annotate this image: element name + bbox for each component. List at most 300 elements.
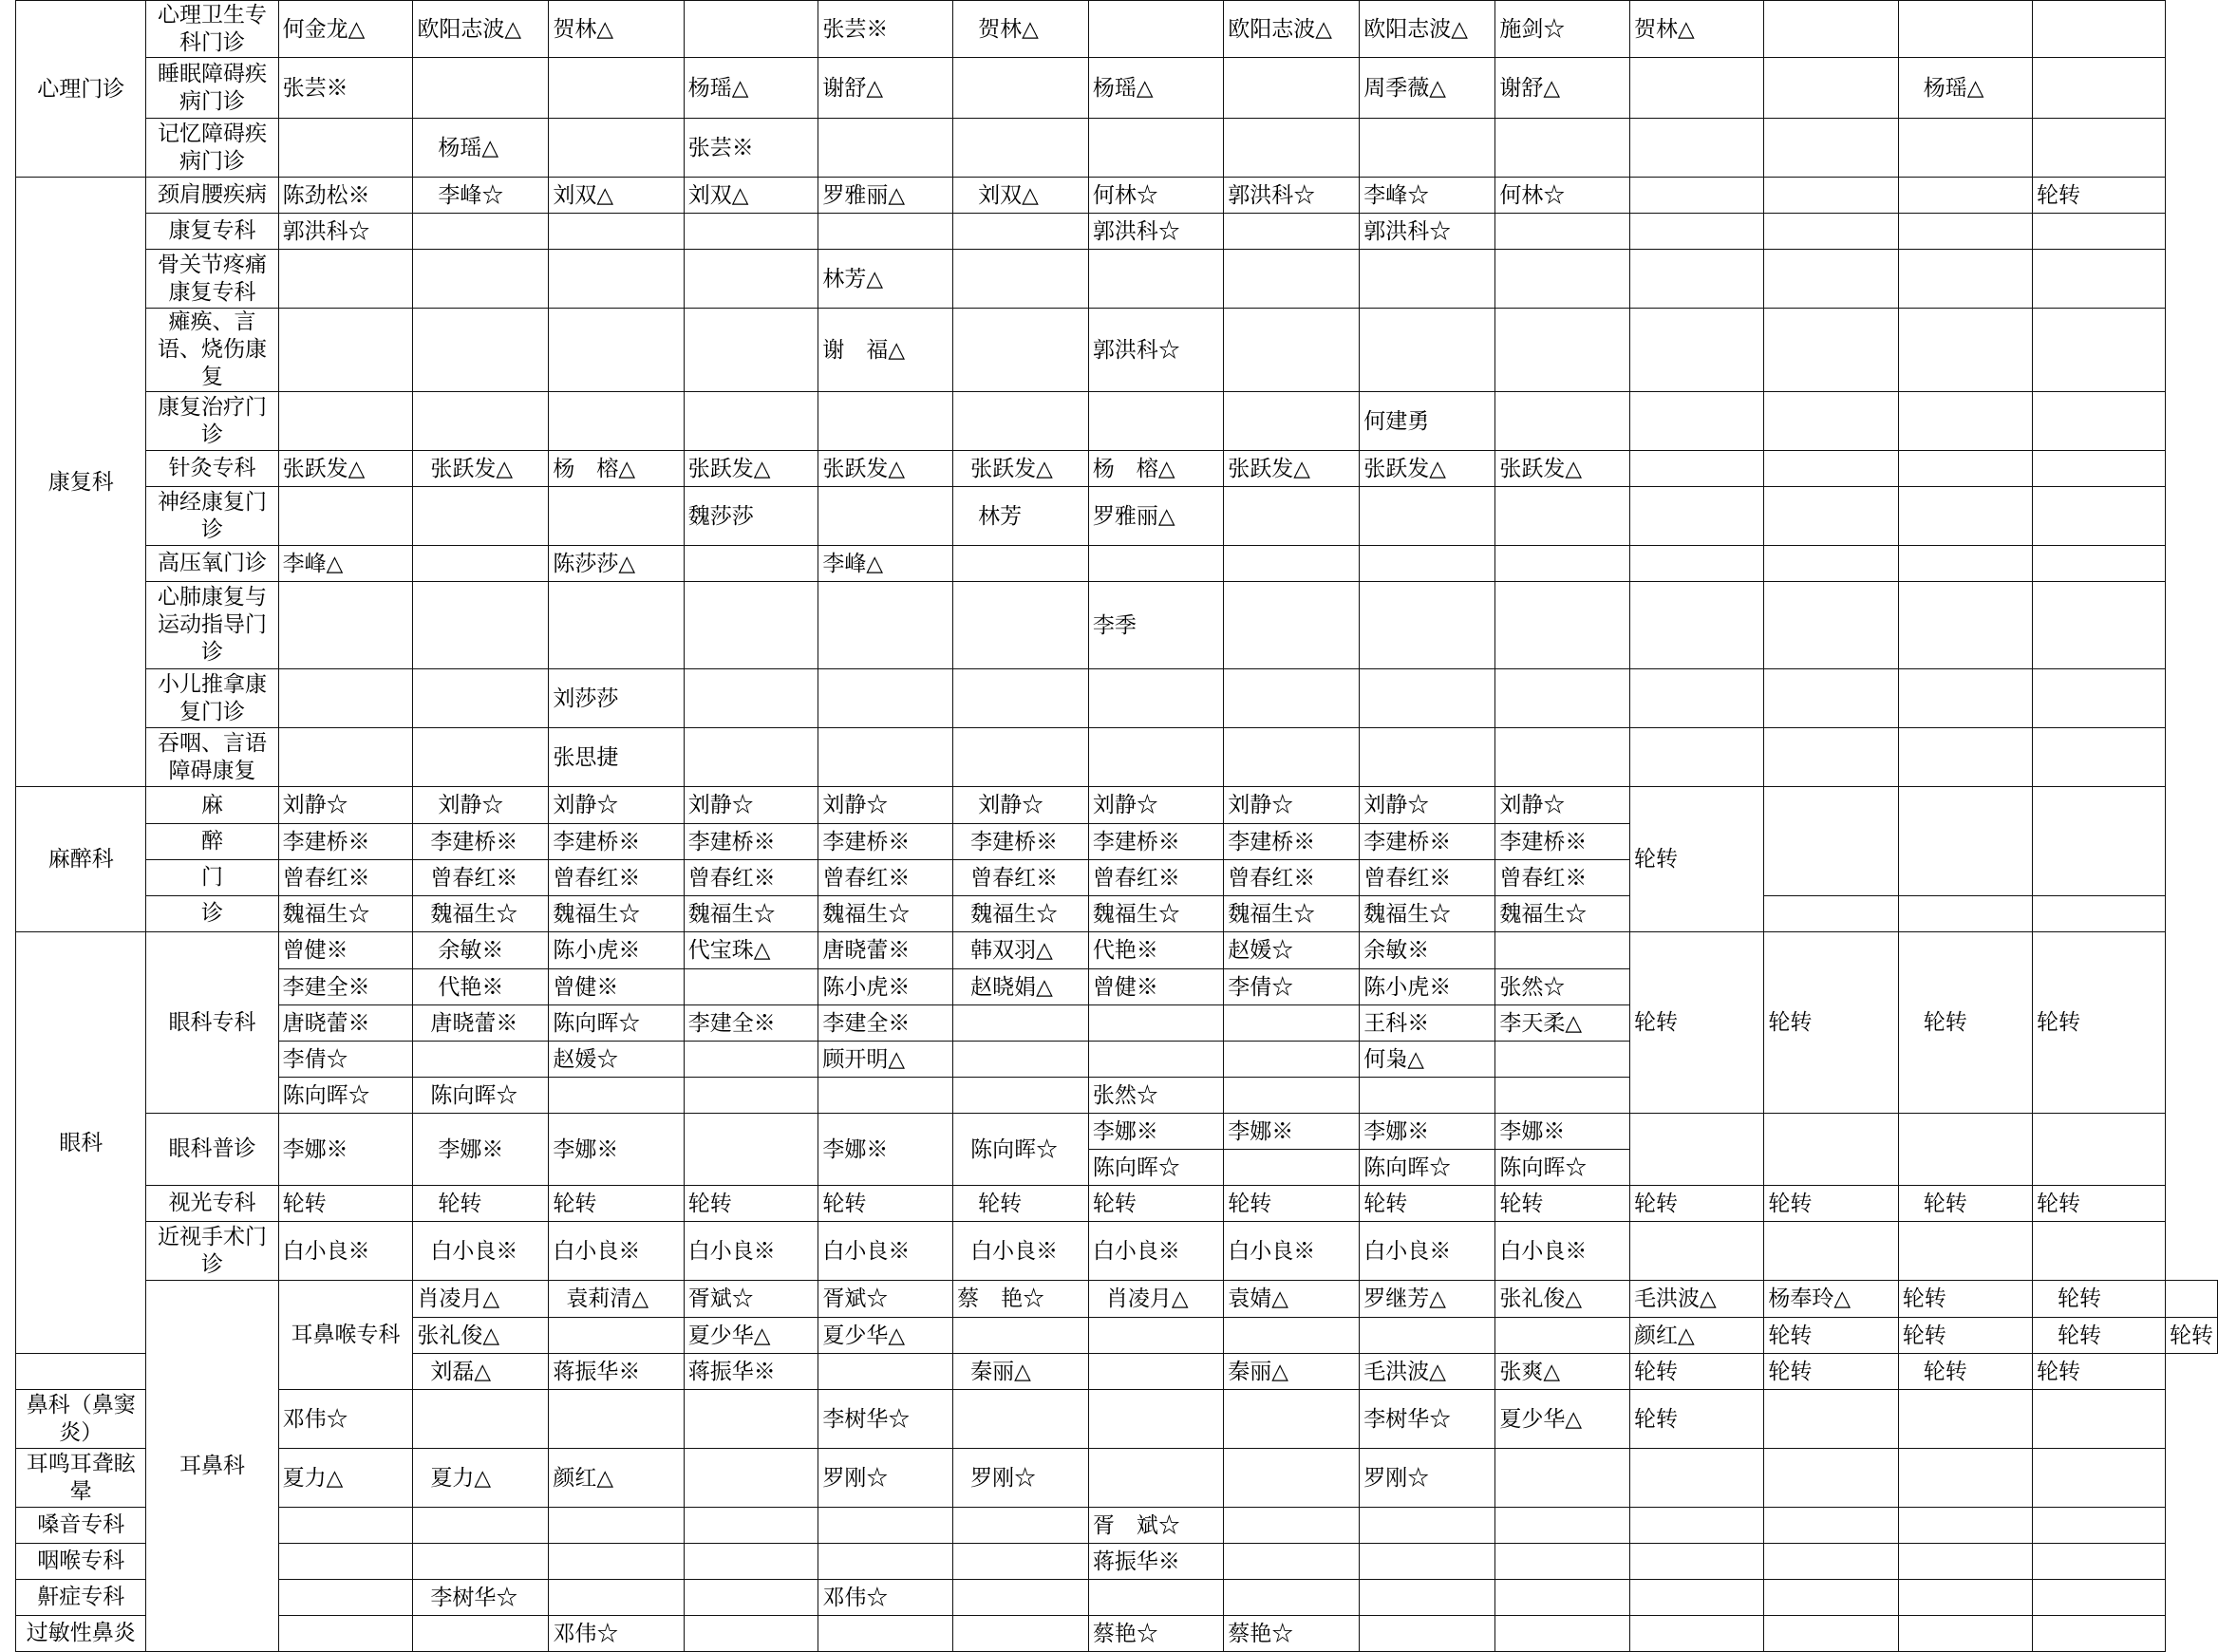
doctor-cell xyxy=(1088,669,1223,728)
doctor-cell: 轮转 xyxy=(1764,1354,1898,1390)
doctor-cell xyxy=(953,119,1089,178)
doctor-cell: 刘静☆ xyxy=(413,787,549,824)
doctor-cell: 刘静☆ xyxy=(818,787,953,824)
doctor-cell xyxy=(953,1508,1089,1544)
doctor-cell: 刘莎莎 xyxy=(549,669,684,728)
doctor-cell: 张跃发△ xyxy=(1360,451,1495,487)
doctor-cell xyxy=(1898,451,2032,487)
doctor-cell xyxy=(2032,1,2165,58)
doctor-cell xyxy=(2032,1449,2165,1508)
doctor-cell xyxy=(549,250,684,309)
clinic-name-cell: 小儿推拿康复门诊 xyxy=(146,669,278,728)
doctor-cell xyxy=(1630,1616,1764,1652)
doctor-cell: 曾健※ xyxy=(549,969,684,1005)
doctor-cell xyxy=(549,1078,684,1114)
doctor-cell: 魏福生☆ xyxy=(818,896,953,932)
doctor-cell: 杨 榕△ xyxy=(549,451,684,487)
doctor-cell: 陈向晖☆ xyxy=(413,1078,549,1114)
doctor-cell: 李倩☆ xyxy=(278,1042,413,1078)
doctor-cell xyxy=(2032,451,2165,487)
doctor-cell: 轮转 xyxy=(1360,1186,1495,1222)
doctor-cell: 颜红△ xyxy=(549,1449,684,1508)
doctor-cell: 胥斌☆ xyxy=(818,1281,953,1318)
doctor-cell xyxy=(1088,1,1223,58)
doctor-cell: 张跃发△ xyxy=(1224,451,1360,487)
doctor-cell: 毛洪波△ xyxy=(1630,1281,1764,1318)
doctor-cell xyxy=(1088,1042,1223,1078)
doctor-cell xyxy=(1898,392,2032,451)
doctor-cell xyxy=(1898,787,2032,896)
doctor-cell: 刘静☆ xyxy=(1360,787,1495,824)
doctor-cell xyxy=(278,1544,413,1580)
doctor-cell xyxy=(1360,582,1495,669)
department-cell: 眼科 xyxy=(16,932,146,1354)
doctor-cell xyxy=(953,1580,1089,1616)
schedule-row xyxy=(16,487,2218,546)
doctor-cell: 陈向晖☆ xyxy=(1495,1150,1630,1186)
doctor-cell: 轮转 xyxy=(1898,1318,2032,1354)
doctor-cell xyxy=(1088,546,1223,582)
doctor-cell xyxy=(1764,582,1898,669)
clinic-name-cell: 骨关节疼痛康复专科 xyxy=(146,250,278,309)
doctor-cell: 蒋振华※ xyxy=(1088,1544,1223,1580)
doctor-cell xyxy=(2032,1544,2165,1580)
doctor-cell: 李娜※ xyxy=(278,1114,413,1186)
doctor-cell: 李建桥※ xyxy=(953,824,1089,860)
doctor-cell: 李建全※ xyxy=(684,1005,818,1042)
clinic-name-cell: 醉 xyxy=(146,824,278,860)
doctor-cell xyxy=(1764,787,1898,896)
doctor-cell xyxy=(953,1318,1089,1354)
doctor-cell xyxy=(2032,728,2165,787)
doctor-cell xyxy=(953,1042,1089,1078)
doctor-cell: 张跃发△ xyxy=(1495,451,1630,487)
doctor-cell: 欧阳志波△ xyxy=(1360,1,1495,58)
doctor-cell: 施剑☆ xyxy=(1495,1,1630,58)
doctor-cell xyxy=(1360,669,1495,728)
schedule-row xyxy=(16,1449,2218,1508)
doctor-cell: 曾健※ xyxy=(278,932,413,969)
doctor-cell xyxy=(818,1616,953,1652)
doctor-cell xyxy=(413,392,549,451)
doctor-cell xyxy=(684,1390,818,1449)
doctor-cell xyxy=(1224,1544,1360,1580)
doctor-cell: 张芸※ xyxy=(818,1,953,58)
doctor-cell: 李建桥※ xyxy=(413,824,549,860)
doctor-cell: 余敏※ xyxy=(1360,932,1495,969)
doctor-cell: 夏少华△ xyxy=(1495,1390,1630,1449)
doctor-cell xyxy=(1630,669,1764,728)
doctor-cell: 罗继芳△ xyxy=(1360,1281,1495,1318)
doctor-cell xyxy=(278,309,413,392)
doctor-cell xyxy=(1224,1580,1360,1616)
doctor-cell: 杨 榕△ xyxy=(1088,451,1223,487)
doctor-cell xyxy=(818,1508,953,1544)
doctor-cell: 肖凌月△ xyxy=(413,1281,549,1318)
clinic-name-cell: 康复专科 xyxy=(146,214,278,250)
doctor-cell xyxy=(1898,1449,2032,1508)
doctor-cell: 李娜※ xyxy=(1224,1114,1360,1150)
doctor-cell: 李建全※ xyxy=(818,1005,953,1042)
doctor-cell: 张跃发△ xyxy=(278,451,413,487)
doctor-cell: 轮转 xyxy=(1764,1186,1898,1222)
doctor-cell: 张思捷 xyxy=(549,728,684,787)
doctor-cell: 张跃发△ xyxy=(684,451,818,487)
doctor-cell xyxy=(953,1544,1089,1580)
doctor-cell xyxy=(684,1042,818,1078)
doctor-cell xyxy=(1088,1580,1223,1616)
doctor-cell xyxy=(1898,1508,2032,1544)
doctor-cell xyxy=(1898,309,2032,392)
doctor-cell: 白小良※ xyxy=(549,1222,684,1281)
schedule-row xyxy=(16,1222,2218,1281)
schedule-row xyxy=(16,214,2218,250)
doctor-cell xyxy=(413,250,549,309)
clinic-name-cell: 鼻科（鼻窦炎） xyxy=(16,1390,146,1449)
doctor-cell xyxy=(2032,119,2165,178)
doctor-cell xyxy=(413,214,549,250)
doctor-cell: 陈向晖☆ xyxy=(1360,1150,1495,1186)
doctor-cell: 白小良※ xyxy=(413,1222,549,1281)
doctor-cell xyxy=(953,728,1089,787)
doctor-cell xyxy=(953,546,1089,582)
doctor-cell: 魏福生☆ xyxy=(278,896,413,932)
doctor-cell: 李峰△ xyxy=(278,546,413,582)
doctor-cell: 顾开明△ xyxy=(818,1042,953,1078)
doctor-cell xyxy=(549,309,684,392)
doctor-cell xyxy=(818,487,953,546)
doctor-cell xyxy=(1898,214,2032,250)
doctor-cell: 魏福生☆ xyxy=(1495,896,1630,932)
doctor-cell: 李建桥※ xyxy=(684,824,818,860)
doctor-cell xyxy=(1630,119,1764,178)
doctor-cell: 何建勇 xyxy=(1360,392,1495,451)
doctor-cell: 李建桥※ xyxy=(278,824,413,860)
doctor-cell: 何林☆ xyxy=(1088,178,1223,214)
schedule-row xyxy=(16,787,2218,824)
doctor-cell: 张跃发△ xyxy=(413,451,549,487)
doctor-cell: 轮转 xyxy=(1630,787,1764,932)
doctor-cell: 蒋振华※ xyxy=(549,1354,684,1390)
doctor-cell xyxy=(1224,1150,1360,1186)
doctor-cell: 曾春红※ xyxy=(549,860,684,896)
doctor-cell: 轮转 xyxy=(1224,1186,1360,1222)
doctor-cell xyxy=(1088,119,1223,178)
schedule-row xyxy=(16,1544,2218,1580)
doctor-cell: 轮转 xyxy=(1630,932,1764,1114)
doctor-cell xyxy=(1495,546,1630,582)
doctor-cell xyxy=(1495,1078,1630,1114)
doctor-cell xyxy=(684,728,818,787)
doctor-cell: 胥斌☆ xyxy=(684,1281,818,1318)
doctor-cell xyxy=(2032,1222,2165,1281)
doctor-cell xyxy=(1630,582,1764,669)
doctor-cell: 陈莎莎△ xyxy=(549,546,684,582)
doctor-cell xyxy=(2032,309,2165,392)
doctor-cell xyxy=(2032,1390,2165,1449)
clinic-name-cell: 瘫痪、言语、烧伤康复 xyxy=(146,309,278,392)
doctor-cell xyxy=(953,1616,1089,1652)
doctor-cell: 李建全※ xyxy=(278,969,413,1005)
doctor-cell: 杨瑶△ xyxy=(413,119,549,178)
doctor-cell xyxy=(1630,214,1764,250)
clinic-name-cell: 咽喉专科 xyxy=(16,1544,146,1580)
doctor-cell xyxy=(1630,309,1764,392)
doctor-cell: 陈向晖☆ xyxy=(549,1005,684,1042)
doctor-cell: 刘静☆ xyxy=(1495,787,1630,824)
doctor-cell: 张然☆ xyxy=(1495,969,1630,1005)
doctor-cell: 李娜※ xyxy=(1495,1114,1630,1150)
doctor-cell xyxy=(1088,1449,1223,1508)
doctor-cell xyxy=(1088,392,1223,451)
doctor-cell xyxy=(1764,669,1898,728)
doctor-cell xyxy=(953,309,1089,392)
doctor-cell xyxy=(818,728,953,787)
doctor-cell: 夏力△ xyxy=(413,1449,549,1508)
doctor-cell: 秦丽△ xyxy=(1224,1354,1360,1390)
schedule-row xyxy=(16,1508,2218,1544)
doctor-cell xyxy=(953,669,1089,728)
doctor-cell: 夏力△ xyxy=(278,1449,413,1508)
department-cell: 心理门诊 xyxy=(16,1,146,178)
doctor-cell: 赵媛☆ xyxy=(1224,932,1360,969)
doctor-cell xyxy=(1764,1580,1898,1616)
doctor-cell: 代艳※ xyxy=(1088,932,1223,969)
doctor-cell: 郭洪科☆ xyxy=(1224,178,1360,214)
doctor-cell: 轮转 xyxy=(1088,1186,1223,1222)
doctor-cell: 刘双△ xyxy=(953,178,1089,214)
doctor-cell xyxy=(1764,1390,1898,1449)
doctor-cell xyxy=(953,1078,1089,1114)
doctor-cell xyxy=(1495,1508,1630,1544)
doctor-cell xyxy=(549,392,684,451)
schedule-row xyxy=(16,250,2218,309)
doctor-cell xyxy=(413,1042,549,1078)
doctor-cell: 轮转 xyxy=(818,1186,953,1222)
doctor-cell: 轮转 xyxy=(2032,1354,2165,1390)
doctor-cell xyxy=(1764,1,1898,58)
doctor-cell: 欧阳志波△ xyxy=(413,1,549,58)
doctor-cell xyxy=(1360,1616,1495,1652)
doctor-cell xyxy=(1224,1005,1360,1042)
doctor-cell: 肖凌月△ xyxy=(1088,1281,1223,1318)
doctor-cell: 轮转 xyxy=(1898,1186,2032,1222)
doctor-cell: 李娜※ xyxy=(1360,1114,1495,1150)
doctor-cell xyxy=(278,1616,413,1652)
doctor-cell: 轮转 xyxy=(2032,1318,2165,1354)
doctor-cell: 轮转 xyxy=(1898,932,2032,1114)
doctor-cell: 曾春红※ xyxy=(413,860,549,896)
clinic-name-cell: 鼾症专科 xyxy=(16,1580,146,1616)
doctor-cell: 贺林△ xyxy=(953,1,1089,58)
doctor-cell: 谢舒△ xyxy=(818,58,953,119)
doctor-cell xyxy=(684,1544,818,1580)
doctor-cell xyxy=(818,119,953,178)
doctor-cell: 唐晓蕾※ xyxy=(278,1005,413,1042)
doctor-cell: 刘静☆ xyxy=(549,787,684,824)
doctor-cell xyxy=(413,582,549,669)
doctor-cell: 曾春红※ xyxy=(278,860,413,896)
doctor-cell xyxy=(953,214,1089,250)
doctor-cell xyxy=(1764,250,1898,309)
doctor-cell xyxy=(1898,1222,2032,1281)
clinic-name-cell: 颈肩腰疾病 xyxy=(146,178,278,214)
doctor-cell: 白小良※ xyxy=(684,1222,818,1281)
schedule-row xyxy=(16,451,2218,487)
doctor-cell xyxy=(818,1354,953,1390)
doctor-cell: 刘磊△ xyxy=(413,1354,549,1390)
doctor-cell xyxy=(953,1005,1089,1042)
doctor-cell xyxy=(278,1580,413,1616)
doctor-cell: 罗雅丽△ xyxy=(818,178,953,214)
doctor-cell xyxy=(1764,309,1898,392)
doctor-cell xyxy=(549,1390,684,1449)
doctor-cell: 郭洪科☆ xyxy=(278,214,413,250)
doctor-cell xyxy=(684,1078,818,1114)
schedule-row xyxy=(16,392,2218,451)
schedule-row xyxy=(16,546,2218,582)
schedule-row xyxy=(16,1114,2218,1150)
doctor-cell: 谢 福△ xyxy=(818,309,953,392)
clinic-name-cell: 门 xyxy=(146,860,278,896)
doctor-cell: 陈向晖☆ xyxy=(278,1078,413,1114)
doctor-cell xyxy=(1764,58,1898,119)
doctor-cell xyxy=(818,1544,953,1580)
doctor-cell xyxy=(1495,1616,1630,1652)
doctor-cell xyxy=(1495,309,1630,392)
doctor-cell xyxy=(1224,1078,1360,1114)
doctor-cell xyxy=(1495,1318,1630,1354)
doctor-cell: 刘静☆ xyxy=(1224,787,1360,824)
doctor-cell xyxy=(1630,58,1764,119)
doctor-cell: 魏莎莎 xyxy=(684,487,818,546)
doctor-cell: 张芸※ xyxy=(278,58,413,119)
doctor-cell: 谢舒△ xyxy=(1495,58,1630,119)
doctor-cell: 曾春红※ xyxy=(684,860,818,896)
doctor-cell: 刘双△ xyxy=(549,178,684,214)
doctor-cell xyxy=(684,309,818,392)
doctor-cell xyxy=(684,669,818,728)
doctor-cell: 曾春红※ xyxy=(1360,860,1495,896)
clinic-schedule-table xyxy=(15,0,2218,1652)
doctor-cell: 夏少华△ xyxy=(684,1318,818,1354)
schedule-row xyxy=(16,178,2218,214)
doctor-cell: 郭洪科☆ xyxy=(1360,214,1495,250)
doctor-cell xyxy=(278,392,413,451)
doctor-cell: 李倩☆ xyxy=(1224,969,1360,1005)
doctor-cell xyxy=(2032,896,2165,932)
doctor-cell xyxy=(1898,1580,2032,1616)
doctor-cell xyxy=(1764,728,1898,787)
doctor-cell xyxy=(1360,487,1495,546)
doctor-cell xyxy=(1224,58,1360,119)
clinic-name-cell: 耳鼻喉专科 xyxy=(278,1281,413,1390)
doctor-cell xyxy=(1630,1580,1764,1616)
doctor-cell: 王科※ xyxy=(1360,1005,1495,1042)
schedule-row xyxy=(16,1616,2218,1652)
doctor-cell: 李树华☆ xyxy=(1360,1390,1495,1449)
doctor-cell xyxy=(2032,1580,2165,1616)
doctor-cell xyxy=(1495,728,1630,787)
doctor-cell: 胥 斌☆ xyxy=(1088,1508,1223,1544)
doctor-cell xyxy=(2032,787,2165,896)
doctor-cell xyxy=(818,214,953,250)
doctor-cell: 袁婧△ xyxy=(1224,1281,1360,1318)
doctor-cell xyxy=(413,546,549,582)
doctor-cell: 白小良※ xyxy=(1088,1222,1223,1281)
doctor-cell: 李树华☆ xyxy=(413,1580,549,1616)
doctor-cell: 颜红△ xyxy=(1630,1318,1764,1354)
doctor-cell xyxy=(1088,728,1223,787)
doctor-cell: 陈小虎※ xyxy=(549,932,684,969)
doctor-cell xyxy=(1898,250,2032,309)
doctor-cell: 邓伟☆ xyxy=(278,1390,413,1449)
doctor-cell xyxy=(1630,178,1764,214)
doctor-cell: 轮转 xyxy=(1764,932,1898,1114)
clinic-name-cell: 针灸专科 xyxy=(146,451,278,487)
doctor-cell xyxy=(1764,896,1898,932)
doctor-cell xyxy=(1630,1114,1764,1186)
doctor-cell xyxy=(2032,58,2165,119)
doctor-cell xyxy=(1898,546,2032,582)
doctor-cell xyxy=(1764,1114,1898,1186)
doctor-cell xyxy=(818,392,953,451)
doctor-cell: 轮转 xyxy=(1495,1186,1630,1222)
doctor-cell xyxy=(549,582,684,669)
doctor-cell: 陈小虎※ xyxy=(818,969,953,1005)
doctor-cell xyxy=(953,582,1089,669)
clinic-name-cell: 麻 xyxy=(146,787,278,824)
doctor-cell: 韩双羽△ xyxy=(953,932,1089,969)
doctor-cell: 郭洪科☆ xyxy=(1088,309,1223,392)
doctor-cell: 李峰△ xyxy=(818,546,953,582)
clinic-name-cell: 心理卫生专科门诊 xyxy=(146,1,278,58)
doctor-cell xyxy=(549,1580,684,1616)
doctor-cell xyxy=(2166,1281,2218,1318)
doctor-cell: 贺林△ xyxy=(1630,1,1764,58)
doctor-cell: 周季薇△ xyxy=(1360,58,1495,119)
doctor-cell: 张跃发△ xyxy=(953,451,1089,487)
doctor-cell xyxy=(1898,896,2032,932)
doctor-cell xyxy=(684,1449,818,1508)
doctor-cell: 蔡 艳☆ xyxy=(953,1281,1089,1318)
doctor-cell xyxy=(1764,1222,1898,1281)
doctor-cell: 蔡艳☆ xyxy=(1224,1616,1360,1652)
doctor-cell: 轮转 xyxy=(953,1186,1089,1222)
doctor-cell: 轮转 xyxy=(1630,1354,1764,1390)
doctor-cell: 李建桥※ xyxy=(818,824,953,860)
doctor-cell: 杨瑶△ xyxy=(1088,58,1223,119)
doctor-cell xyxy=(278,119,413,178)
doctor-cell: 魏福生☆ xyxy=(549,896,684,932)
doctor-cell: 李峰☆ xyxy=(1360,178,1495,214)
doctor-cell xyxy=(549,1508,684,1544)
doctor-cell: 陈小虎※ xyxy=(1360,969,1495,1005)
doctor-cell xyxy=(684,1,818,58)
doctor-cell: 李娜※ xyxy=(818,1114,953,1186)
doctor-cell: 张爽△ xyxy=(1495,1354,1630,1390)
doctor-cell xyxy=(1360,1318,1495,1354)
doctor-cell xyxy=(1088,1354,1223,1390)
doctor-cell xyxy=(2032,582,2165,669)
doctor-cell: 轮转 xyxy=(278,1186,413,1222)
doctor-cell xyxy=(1495,250,1630,309)
doctor-cell xyxy=(1088,1005,1223,1042)
doctor-cell xyxy=(1224,669,1360,728)
doctor-cell xyxy=(549,487,684,546)
doctor-cell xyxy=(1898,1114,2032,1186)
doctor-cell: 曾健※ xyxy=(1088,969,1223,1005)
